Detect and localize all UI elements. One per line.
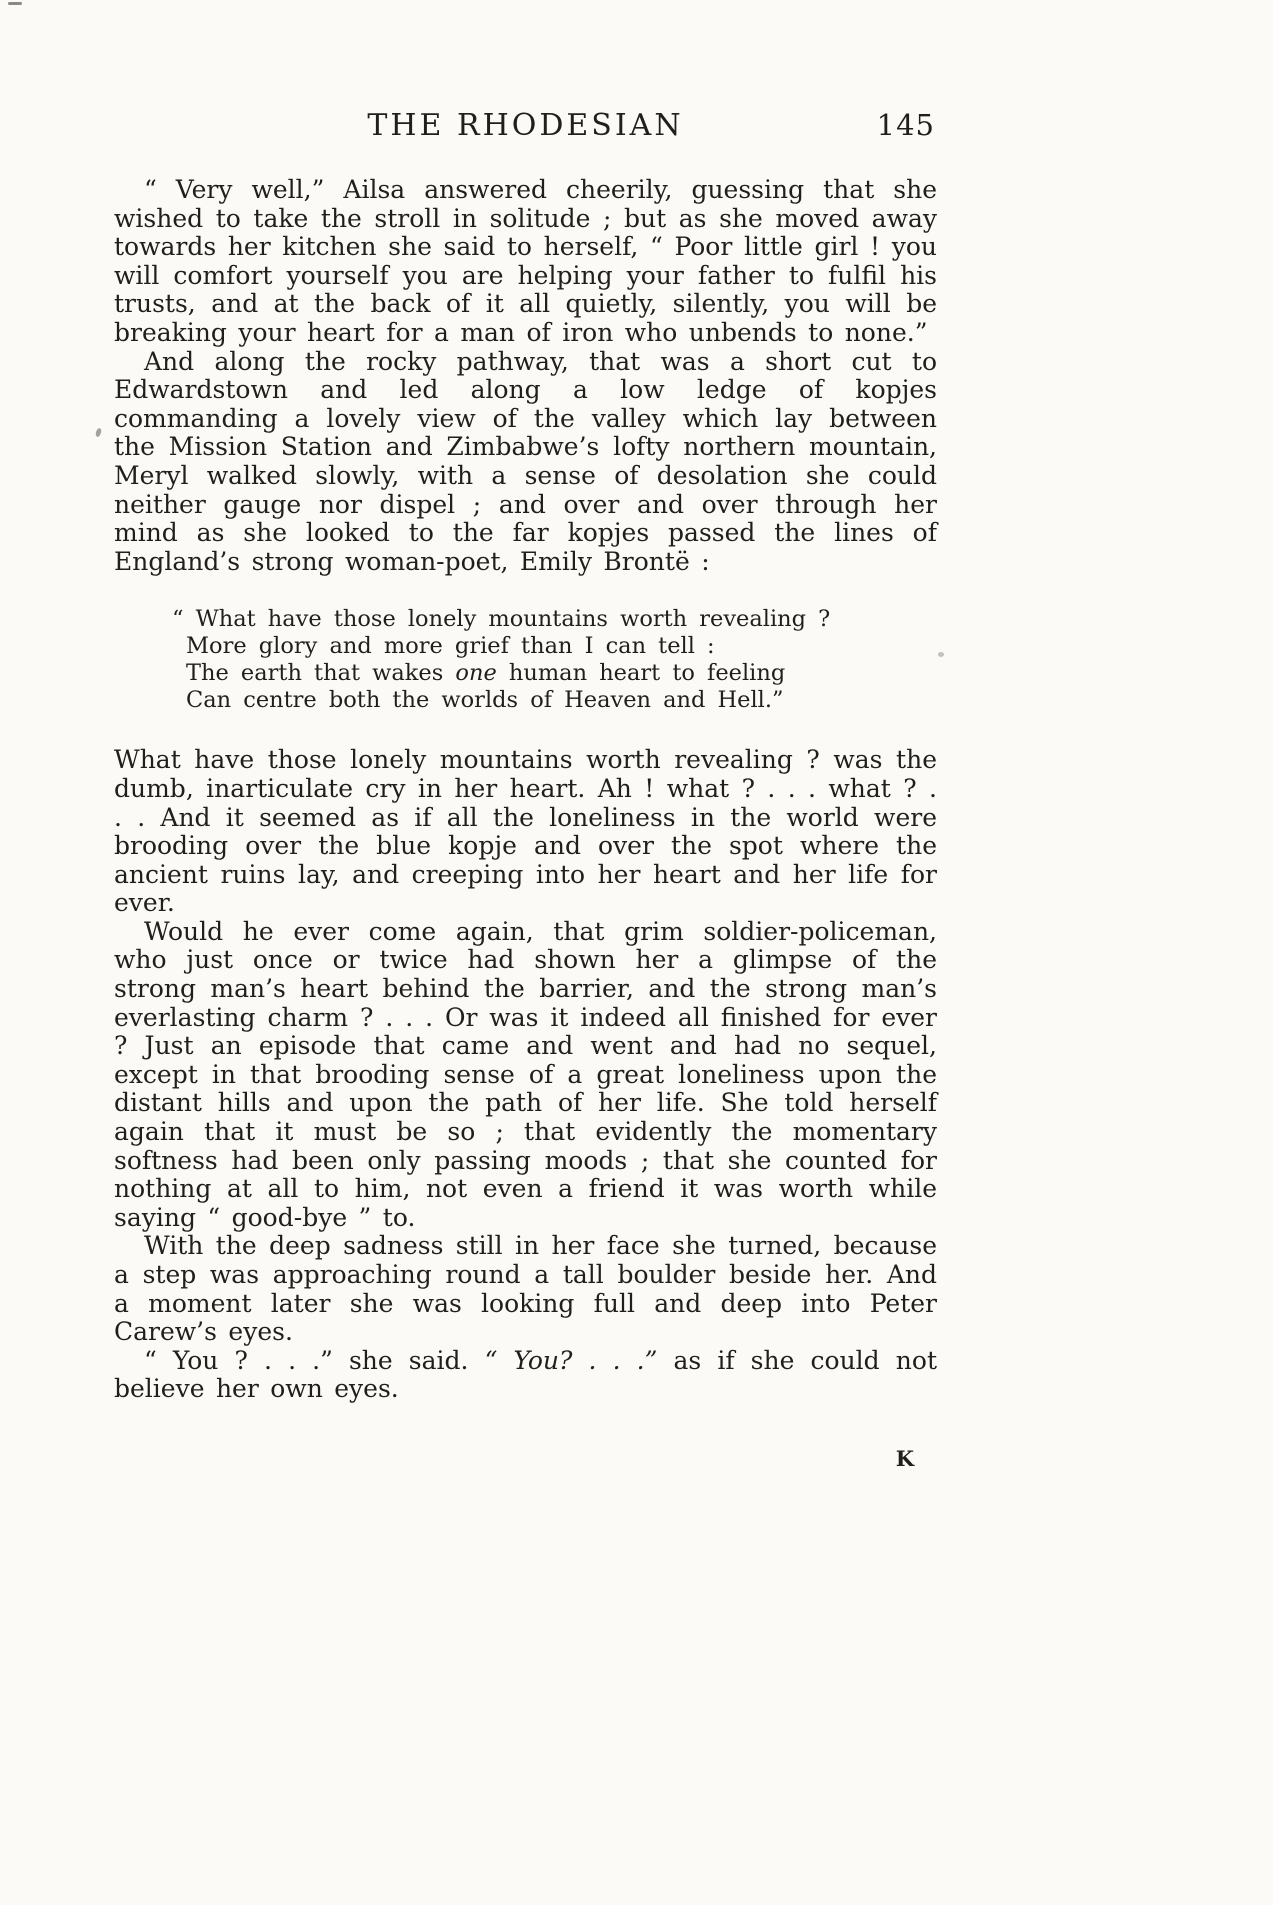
running-title: THE RHODESIAN xyxy=(367,108,684,143)
body-paragraph: What have those lonely mountains worth revealing ? was the dumb, inarticulate cry in her heart. Ah ! what ? . . . what ? . . . And it seemed as if all the loneliness in the world were brooding over the blue kopje and over the spot where the ancient ruins lay, and creeping into her heart and her life for ever. xyxy=(114,745,937,918)
poem-line-text: human heart to feeling xyxy=(496,660,786,687)
body-paragraph: With the deep sadness still in her face she turned, because a step was approaching round a tall boulder beside her. And a moment later she was looking full and deep into Peter Carew’s eyes. xyxy=(114,1231,937,1347)
scan-speck xyxy=(8,2,22,5)
poem-line xyxy=(172,660,937,687)
paragraph-text: as if she could not believe her own eyes. xyxy=(114,1345,937,1404)
poem-blockquote xyxy=(172,606,937,714)
body-paragraph: “ Very well,” Ailsa answered cheerily, guessing that she wished to take the stroll in solitude ; but as she moved away towards her kitchen she said to herself, “ Poor little girl ! you will comfort yourself you are helping your father to fulfil his trusts, and at the back of it all quietly, silently, you will be breaking your heart for a man of iron who unbends to none.” xyxy=(114,175,937,347)
scan-speck xyxy=(938,652,944,657)
poem-line: More glory and more grief than I can tell : xyxy=(186,633,715,660)
body-paragraph xyxy=(114,1347,937,1404)
body-text xyxy=(114,176,937,1471)
poem-line: Can centre both the worlds of Heaven and Hell.” xyxy=(186,687,784,714)
poem-line: “ What have those lonely mountains worth revealing ? xyxy=(172,606,831,633)
paragraph-text: “ You ? . . .” she said. xyxy=(144,1345,485,1375)
body-paragraph: And along the rocky pathway, that was a short cut to Edwardstown and led along a low ledge of kopjes commanding a lovely view of the valley which lay between the Mission Station and Zimbabwe’s lofty northern mountain, Meryl walked slowly, with a sense of desolation she could neither gauge nor dispel ; and over and over through her mind as she looked to the far kopjes passed the lines of England’s strong woman-poet, Emily Brontë : xyxy=(114,346,937,576)
poem-line-emphasis: one xyxy=(455,660,497,687)
scan-speck xyxy=(95,427,103,437)
poem-line-text: The earth that wakes xyxy=(186,660,456,687)
paragraph-emphasis: “ You? . . .” xyxy=(484,1345,658,1375)
printers-signature-mark: K xyxy=(895,1445,915,1471)
page-header xyxy=(114,108,937,148)
body-paragraph: Would he ever come again, that grim soldier-policeman, who just once or twice had shown her a glimpse of the strong man’s heart behind the barrier, and the strong man’s everlasting charm ? . . . Or was it indeed all finished for ever ? Just an episode that came and went and had no sequel, except in that brooding sense of a great loneliness upon the distant hills and upon the path of her life. She told herself again that it must be so ; that evidently the momentary softness had been only passing moods ; that she counted for nothing at all to him, not even a friend it was worth while saying “ good-bye ” to. xyxy=(114,916,937,1232)
page-number: 145 xyxy=(876,108,935,142)
